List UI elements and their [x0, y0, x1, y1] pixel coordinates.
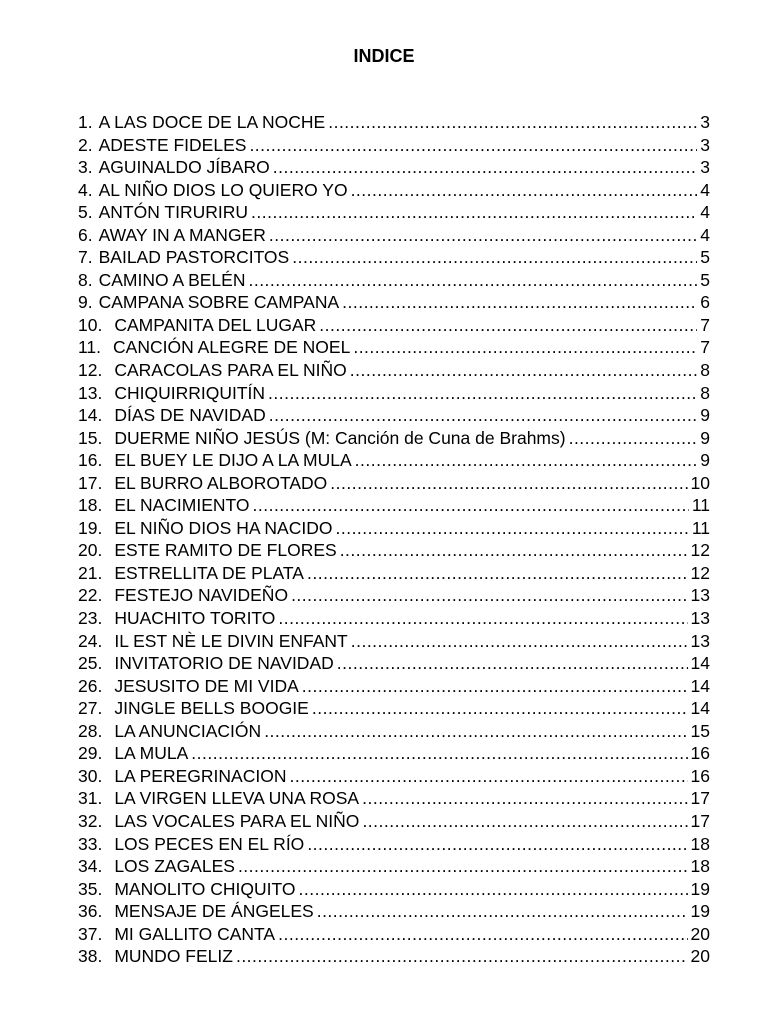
entry-title: AL NIÑO DIOS LO QUIERO YO	[98, 179, 348, 200]
entry-title: EL BUEY LE DIJO A LA MULA	[114, 450, 352, 471]
dot-leader	[251, 201, 697, 224]
toc-entry	[78, 539, 710, 562]
entry-number: 11.	[78, 337, 102, 358]
entry-number: 29.	[78, 743, 103, 764]
entry-page-number: 16	[690, 743, 710, 764]
toc-entry	[78, 652, 710, 675]
entry-page-number: 13	[690, 585, 710, 606]
entry-page-number: 3	[700, 157, 710, 178]
entry-title: CHIQUIRRIQUITÍN	[114, 382, 266, 403]
toc-entry	[78, 359, 710, 382]
dot-leader	[253, 494, 689, 517]
entry-number: 9.	[78, 292, 93, 313]
entry-page-number: 18	[690, 833, 710, 854]
entry-title: MUNDO FELIZ	[114, 946, 233, 967]
entry-number: 19.	[78, 517, 103, 538]
dot-leader	[340, 539, 688, 562]
entry-title: LA PEREGRINACION	[114, 765, 287, 786]
entry-number: 30.	[78, 765, 103, 786]
entry-title: CAMINO A BELÉN	[98, 269, 246, 290]
entry-page-number: 10	[690, 472, 710, 493]
entry-page-number: 16	[690, 765, 710, 786]
dot-leader	[350, 359, 698, 382]
entry-title: JINGLE BELLS BOOGIE	[114, 698, 309, 719]
entry-number: 24.	[78, 630, 103, 651]
entry-number: 28.	[78, 720, 103, 741]
entry-page-number: 12	[690, 562, 710, 583]
entry-number: 10.	[78, 314, 103, 335]
entry-page-number: 17	[690, 810, 710, 831]
toc-entry	[78, 269, 710, 292]
page-title: INDICE	[353, 46, 415, 66]
entry-page-number: 7	[700, 314, 710, 335]
entry-number: 6.	[78, 224, 93, 245]
toc-entry	[78, 404, 710, 427]
entry-title: DÍAS DE NAVIDAD	[114, 405, 266, 426]
entry-number: 35.	[78, 878, 103, 899]
dot-leader	[238, 855, 688, 878]
dot-leader	[328, 111, 697, 134]
entry-title: LOS ZAGALES	[114, 856, 235, 877]
toc-entry	[78, 111, 710, 134]
entry-page-number: 13	[690, 630, 710, 651]
entry-page-number: 13	[690, 608, 710, 629]
entry-title: INVITATORIO DE NAVIDAD	[114, 653, 334, 674]
entry-number: 15.	[78, 427, 103, 448]
entry-number: 21.	[78, 562, 103, 583]
toc-entry	[78, 697, 710, 720]
toc-entry	[78, 607, 710, 630]
dot-leader	[302, 675, 688, 698]
entry-title: MI GALLITO CANTA	[114, 923, 276, 944]
dot-leader	[278, 607, 687, 630]
toc-entry	[78, 923, 710, 946]
dot-leader	[249, 134, 697, 157]
toc-entry	[78, 201, 710, 224]
dot-leader	[353, 336, 697, 359]
dot-leader	[299, 878, 688, 901]
entry-number: 33.	[78, 833, 103, 854]
toc-entry	[78, 878, 710, 901]
entry-number: 14.	[78, 405, 103, 426]
dot-leader	[362, 787, 687, 810]
entry-page-number: 4	[700, 202, 710, 223]
entry-number: 26.	[78, 675, 103, 696]
entry-page-number: 15	[690, 720, 710, 741]
dot-leader	[342, 291, 697, 314]
dot-leader	[351, 630, 688, 653]
toc-entry	[78, 449, 710, 472]
entry-number: 23.	[78, 608, 103, 629]
dot-leader	[362, 810, 687, 833]
entry-number: 38.	[78, 946, 103, 967]
entry-title: CANCIÓN ALEGRE DE NOEL	[113, 337, 351, 358]
dot-leader	[273, 156, 698, 179]
entry-title: MENSAJE DE ÁNGELES	[114, 901, 314, 922]
entry-page-number: 11	[691, 495, 710, 516]
dot-leader	[248, 269, 697, 292]
entry-title: AGUINALDO JÍBARO	[98, 157, 270, 178]
entry-page-number: 19	[690, 878, 710, 899]
entry-title: MANOLITO CHIQUITO	[114, 878, 296, 899]
dot-leader	[312, 697, 688, 720]
entry-title: LAS VOCALES PARA EL NIÑO	[114, 810, 360, 831]
toc-entry	[78, 855, 710, 878]
toc-entry	[78, 945, 710, 968]
entry-title: LA ANUNCIACIÓN	[114, 720, 262, 741]
toc-entry	[78, 584, 710, 607]
entry-page-number: 5	[700, 269, 710, 290]
dot-leader	[236, 945, 688, 968]
dot-leader	[268, 382, 697, 405]
entry-page-number: 4	[700, 179, 710, 200]
toc-entry	[78, 562, 710, 585]
entry-number: 36.	[78, 901, 103, 922]
entry-title: FESTEJO NAVIDEÑO	[114, 585, 289, 606]
entry-title: EL BURRO ALBOROTADO	[114, 472, 328, 493]
dot-leader	[269, 404, 698, 427]
toc-entry	[78, 382, 710, 405]
entry-title: EL NACIMIENTO	[114, 495, 250, 516]
entry-page-number: 14	[690, 675, 710, 696]
dot-leader	[269, 224, 697, 247]
toc-entry	[78, 224, 710, 247]
entry-title: CAMPANA SOBRE CAMPANA	[98, 292, 340, 313]
entry-number: 5.	[78, 202, 93, 223]
toc-entry	[78, 630, 710, 653]
entry-page-number: 12	[690, 540, 710, 561]
dot-leader	[291, 584, 687, 607]
toc-entry	[78, 472, 710, 495]
entry-title: HUACHITO TORITO	[114, 608, 276, 629]
entry-number: 18.	[78, 495, 103, 516]
entry-title: JESUSITO DE MI VIDA	[114, 675, 299, 696]
toc-entry	[78, 765, 710, 788]
toc-entry	[78, 156, 710, 179]
entry-page-number: 20	[690, 946, 710, 967]
dot-leader	[292, 246, 697, 269]
entry-page-number: 7	[700, 337, 710, 358]
entry-number: 2.	[78, 134, 93, 155]
toc-entry	[78, 742, 710, 765]
toc-entry	[78, 900, 710, 923]
entry-title: DUERME NIÑO JESÚS (M: Canción de Cuna de Brahms)	[114, 427, 566, 448]
entry-page-number: 8	[700, 382, 710, 403]
dot-leader	[317, 900, 688, 923]
entry-number: 13.	[78, 382, 103, 403]
entry-number: 37.	[78, 923, 103, 944]
entry-page-number: 3	[700, 134, 710, 155]
entry-page-number: 11	[691, 517, 710, 538]
dot-leader	[337, 652, 688, 675]
toc-entry	[78, 833, 710, 856]
entry-title: CAMPANITA DEL LUGAR	[114, 314, 317, 335]
entry-page-number: 6	[700, 292, 710, 313]
entry-title: IL EST NÈ LE DIVIN ENFANT	[114, 630, 348, 651]
dot-leader	[307, 562, 688, 585]
entry-number: 17.	[78, 472, 103, 493]
toc-entry	[78, 291, 710, 314]
toc-entry	[78, 787, 710, 810]
entry-number: 22.	[78, 585, 103, 606]
entry-title: AWAY IN A MANGER	[98, 224, 266, 245]
entry-page-number: 14	[690, 653, 710, 674]
toc-entry	[78, 336, 710, 359]
dot-leader	[289, 765, 687, 788]
table-of-contents	[78, 111, 710, 968]
toc-entry	[78, 179, 710, 202]
entry-page-number: 9	[700, 450, 710, 471]
entry-title: LA VIRGEN LLEVA UNA ROSA	[114, 788, 360, 809]
entry-number: 34.	[78, 856, 103, 877]
dot-leader	[351, 179, 698, 202]
entry-number: 12.	[78, 360, 103, 381]
toc-entry	[78, 314, 710, 337]
toc-entry	[78, 494, 710, 517]
entry-number: 16.	[78, 450, 103, 471]
entry-number: 1.	[78, 112, 93, 132]
entry-page-number: 9	[700, 405, 710, 426]
entry-page-number: 8	[700, 360, 710, 381]
entry-title: ADESTE FIDELES	[98, 134, 247, 155]
entry-number: 25.	[78, 653, 103, 674]
dot-leader	[278, 923, 687, 946]
dot-leader	[319, 314, 697, 337]
entry-title: BAILAD PASTORCITOS	[98, 247, 290, 268]
entry-number: 4.	[78, 179, 93, 200]
toc-entry	[78, 517, 710, 540]
entry-number: 3.	[78, 157, 93, 178]
dot-leader	[264, 720, 687, 743]
toc-entry	[78, 720, 710, 743]
entry-page-number: 9	[700, 427, 710, 448]
entry-title: ANTÓN TIRURIRU	[98, 202, 249, 223]
entry-title: EL NIÑO DIOS HA NACIDO	[114, 517, 333, 538]
entry-title: CARACOLAS PARA EL NIÑO	[114, 360, 347, 381]
entry-page-number: 14	[690, 698, 710, 719]
entry-number: 20.	[78, 540, 103, 561]
toc-entry	[78, 246, 710, 269]
entry-page-number: 4	[700, 224, 710, 245]
dot-leader	[355, 449, 698, 472]
entry-number: 31.	[78, 788, 103, 809]
entry-page-number: 20	[690, 923, 710, 944]
entry-title: ESTE RAMITO DE FLORES	[114, 540, 337, 561]
dot-leader	[307, 833, 687, 856]
entry-page-number: 18	[690, 856, 710, 877]
entry-page-number: 3	[700, 112, 710, 132]
dot-leader	[330, 472, 687, 495]
dot-leader	[191, 742, 687, 765]
entry-page-number: 5	[700, 247, 710, 268]
entry-title: LA MULA	[114, 743, 189, 764]
entry-number: 32.	[78, 810, 103, 831]
dot-leader	[569, 427, 698, 450]
entry-title: ESTRELLITA DE PLATA	[114, 562, 304, 583]
entry-number: 7.	[78, 247, 93, 268]
entry-title: LOS PECES EN EL RÍO	[114, 833, 305, 854]
entry-page-number: 19	[690, 901, 710, 922]
entry-number: 27.	[78, 698, 103, 719]
dot-leader	[335, 517, 688, 540]
toc-entry	[78, 810, 710, 833]
entry-number: 8.	[78, 269, 93, 290]
toc-entry	[78, 675, 710, 698]
entry-title: A LAS DOCE DE LA NOCHE	[98, 112, 326, 132]
entry-page-number: 17	[690, 788, 710, 809]
toc-entry	[78, 134, 710, 157]
toc-entry	[78, 427, 710, 450]
